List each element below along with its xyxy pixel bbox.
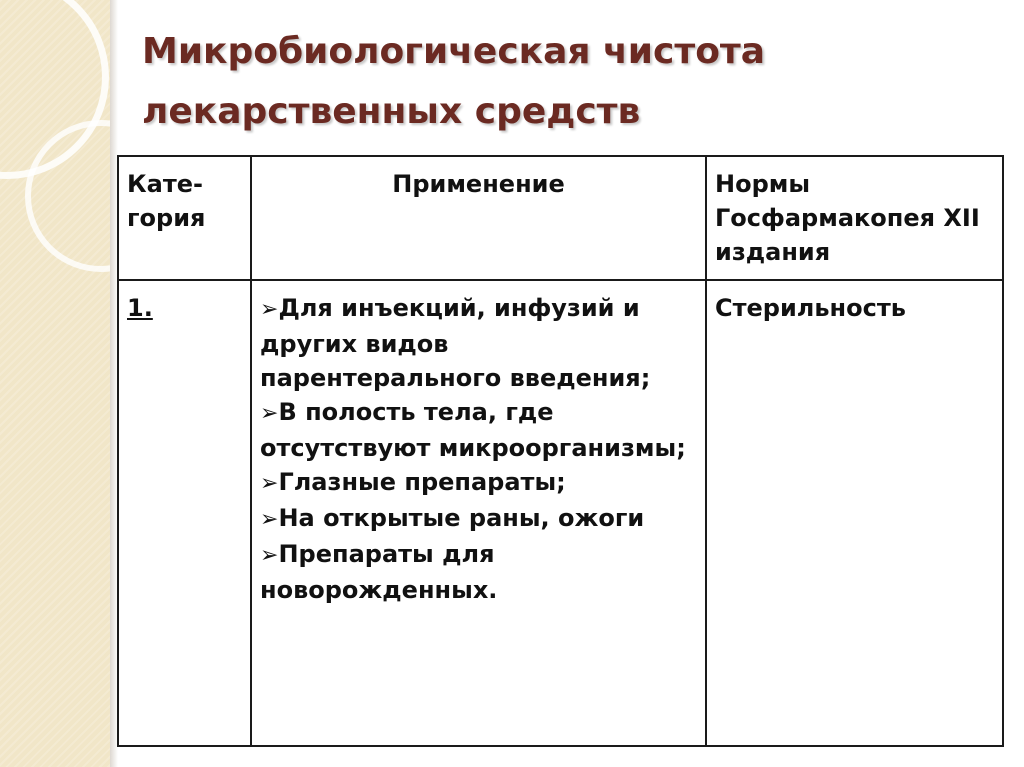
header-category: Кате-гория — [118, 156, 251, 280]
list-item — [260, 395, 697, 465]
category-number: 1. — [127, 294, 153, 322]
application-list — [260, 291, 697, 607]
application-item-text: В полость тела, где отсутствуют микроорганизмы; — [260, 398, 686, 462]
slide-title-line-2: лекарственных средств — [142, 91, 641, 132]
arrow-bullet-icon: ➢ — [260, 507, 279, 532]
arrow-bullet-icon: ➢ — [260, 297, 279, 322]
application-cell — [251, 280, 706, 746]
table-header-row — [118, 156, 1003, 280]
application-item-text: Препараты для новорожденных. — [260, 540, 498, 604]
table-row — [118, 280, 1003, 746]
header-norms: Нормы Госфармакопея XII издания — [706, 156, 1003, 280]
slide-title — [142, 22, 1002, 142]
arrow-bullet-icon: ➢ — [260, 401, 279, 426]
list-item — [260, 537, 697, 607]
category-cell — [118, 280, 251, 746]
slide-title-line-1: Микробиологическая чистота — [142, 31, 766, 72]
list-item — [260, 465, 697, 501]
arrow-bullet-icon: ➢ — [260, 471, 279, 496]
list-item — [260, 291, 697, 395]
application-item-text: Для инъекций, инфузий и других видов парентерального введения; — [260, 294, 651, 392]
norms-table — [117, 155, 1004, 747]
list-item — [260, 501, 697, 537]
header-application: Применение — [251, 156, 706, 280]
application-item-text: На открытые раны, ожоги — [278, 504, 645, 532]
arrow-bullet-icon: ➢ — [260, 543, 279, 568]
norm-cell: Стерильность — [706, 280, 1003, 746]
decorative-side-strip — [0, 0, 110, 767]
application-item-text: Глазные препараты; — [278, 468, 566, 496]
